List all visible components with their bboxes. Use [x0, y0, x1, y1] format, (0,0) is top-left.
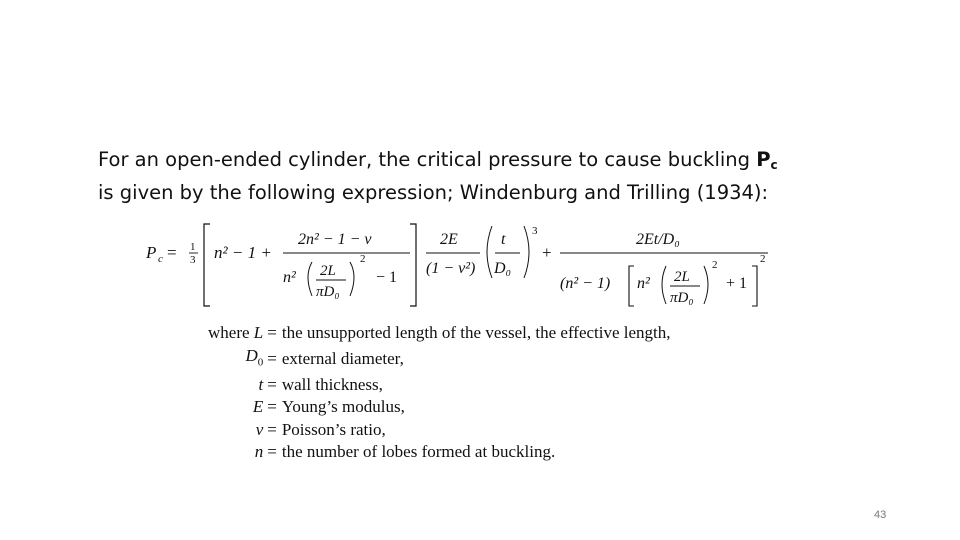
eq-frac4-2L: 2L: [674, 269, 690, 285]
eq-frac3-num: t: [501, 231, 506, 248]
eq-frac1-minus1: − 1: [376, 269, 398, 286]
eq-frac3-left-paren: [487, 226, 492, 278]
definition-equals: =: [267, 397, 277, 417]
eq-frac1-num: 2n² − 1 − v: [298, 231, 372, 248]
definition-symbol-cell: [208, 322, 267, 345]
eq-frac3-exp: 3: [532, 225, 538, 237]
where-label: where: [208, 323, 250, 342]
definition-row: [208, 345, 671, 374]
definition-text: the unsupported length of the vessel, the effective length,: [281, 323, 671, 342]
intro-line-1-text: For an open-ended cylinder, the critical pressure to cause buckling: [98, 148, 757, 171]
definition-text: external diameter,: [281, 348, 404, 368]
buckling-equation: [140, 218, 790, 313]
eq-frac4-left-paren: [662, 266, 666, 304]
eq-frac1-den-n2: n²: [283, 269, 296, 286]
definition-row: [208, 441, 671, 464]
eq-one: 1: [190, 241, 196, 253]
eq-plus: +: [542, 243, 552, 262]
definition-symbol-cell: [208, 419, 267, 442]
definition-text: the number of lobes formed at buckling.: [281, 442, 556, 462]
intro-paragraph: [98, 146, 898, 206]
definitions-list: [208, 322, 671, 464]
eq-equals: =: [167, 243, 177, 262]
definition-symbol-cell: [208, 345, 267, 374]
definition-text: Young’s modulus,: [281, 397, 405, 417]
eq-frac1-right-paren: [350, 262, 354, 296]
eq-frac4-den-n2: n²: [637, 275, 650, 292]
eq-frac4-num: 2Et/D₀: [636, 231, 680, 248]
eq-frac4-piD0: πD₀: [670, 290, 694, 306]
eq-three: 3: [190, 254, 196, 266]
pc-symbol-subscript: c: [770, 158, 778, 172]
definition-equals: =: [267, 374, 277, 394]
eq-left-bracket: [204, 224, 210, 306]
eq-lhs: P: [146, 243, 157, 262]
definition-row: [208, 374, 671, 397]
eq-right-bracket: [410, 224, 416, 306]
definition-symbol: t: [258, 374, 264, 394]
definitions-table: [208, 322, 671, 464]
page-number: 43: [874, 509, 887, 521]
eq-frac1-left-paren: [308, 262, 312, 296]
definition-symbol: L: [253, 323, 264, 342]
definition-equals: =: [267, 419, 277, 439]
eq-frac4-plus1: + 1: [726, 275, 748, 292]
eq-frac4-outer-exp: 2: [760, 253, 766, 265]
eq-frac1-piD0: πD₀: [316, 284, 340, 300]
definition-equals: =: [267, 348, 277, 368]
eq-frac3-right-paren: [524, 226, 529, 278]
eq-frac3-den: D₀: [494, 260, 512, 277]
definition-symbol: n: [254, 442, 264, 462]
definition-equals: =: [267, 442, 277, 462]
definition-symbol: v: [255, 419, 264, 439]
eq-n2-minus-1: n² − 1 +: [214, 243, 272, 262]
eq-frac4-right-paren: [704, 266, 708, 304]
pc-symbol: [756, 148, 777, 171]
eq-frac4-exp: 2: [712, 259, 718, 271]
definition-text: wall thickness,: [281, 374, 383, 394]
eq-frac1-exp: 2: [360, 253, 366, 265]
eq-frac2-num: 2E: [440, 231, 458, 248]
eq-frac4-left-bracket: [629, 266, 634, 306]
intro-line-2: is given by the following expression; Windenburg and Trilling (1934):: [98, 181, 769, 204]
definition-symbol-subscript: 0: [257, 355, 264, 368]
definition-row: [208, 419, 671, 442]
definition-row: [208, 396, 671, 419]
definition-symbol-cell: [208, 441, 267, 464]
definition-symbol: E: [252, 397, 264, 417]
definition-symbol-cell: [208, 374, 267, 397]
definition-symbol-cell: [208, 396, 267, 419]
definition-symbol: D: [245, 345, 258, 365]
eq-frac2-den: (1 − v²): [426, 260, 476, 277]
eq-frac4-right-bracket: [752, 266, 757, 306]
intro-line-1: [98, 146, 898, 179]
eq-frac4-den-prefix: (n² − 1): [560, 275, 611, 292]
definition-row: [208, 322, 671, 345]
eq-lhs-sub: c: [158, 253, 163, 265]
definition-text: Poisson’s ratio,: [281, 419, 386, 439]
pc-symbol-letter: P: [756, 148, 771, 171]
eq-frac1-2L: 2L: [320, 263, 336, 279]
definition-equals: =: [267, 323, 277, 342]
